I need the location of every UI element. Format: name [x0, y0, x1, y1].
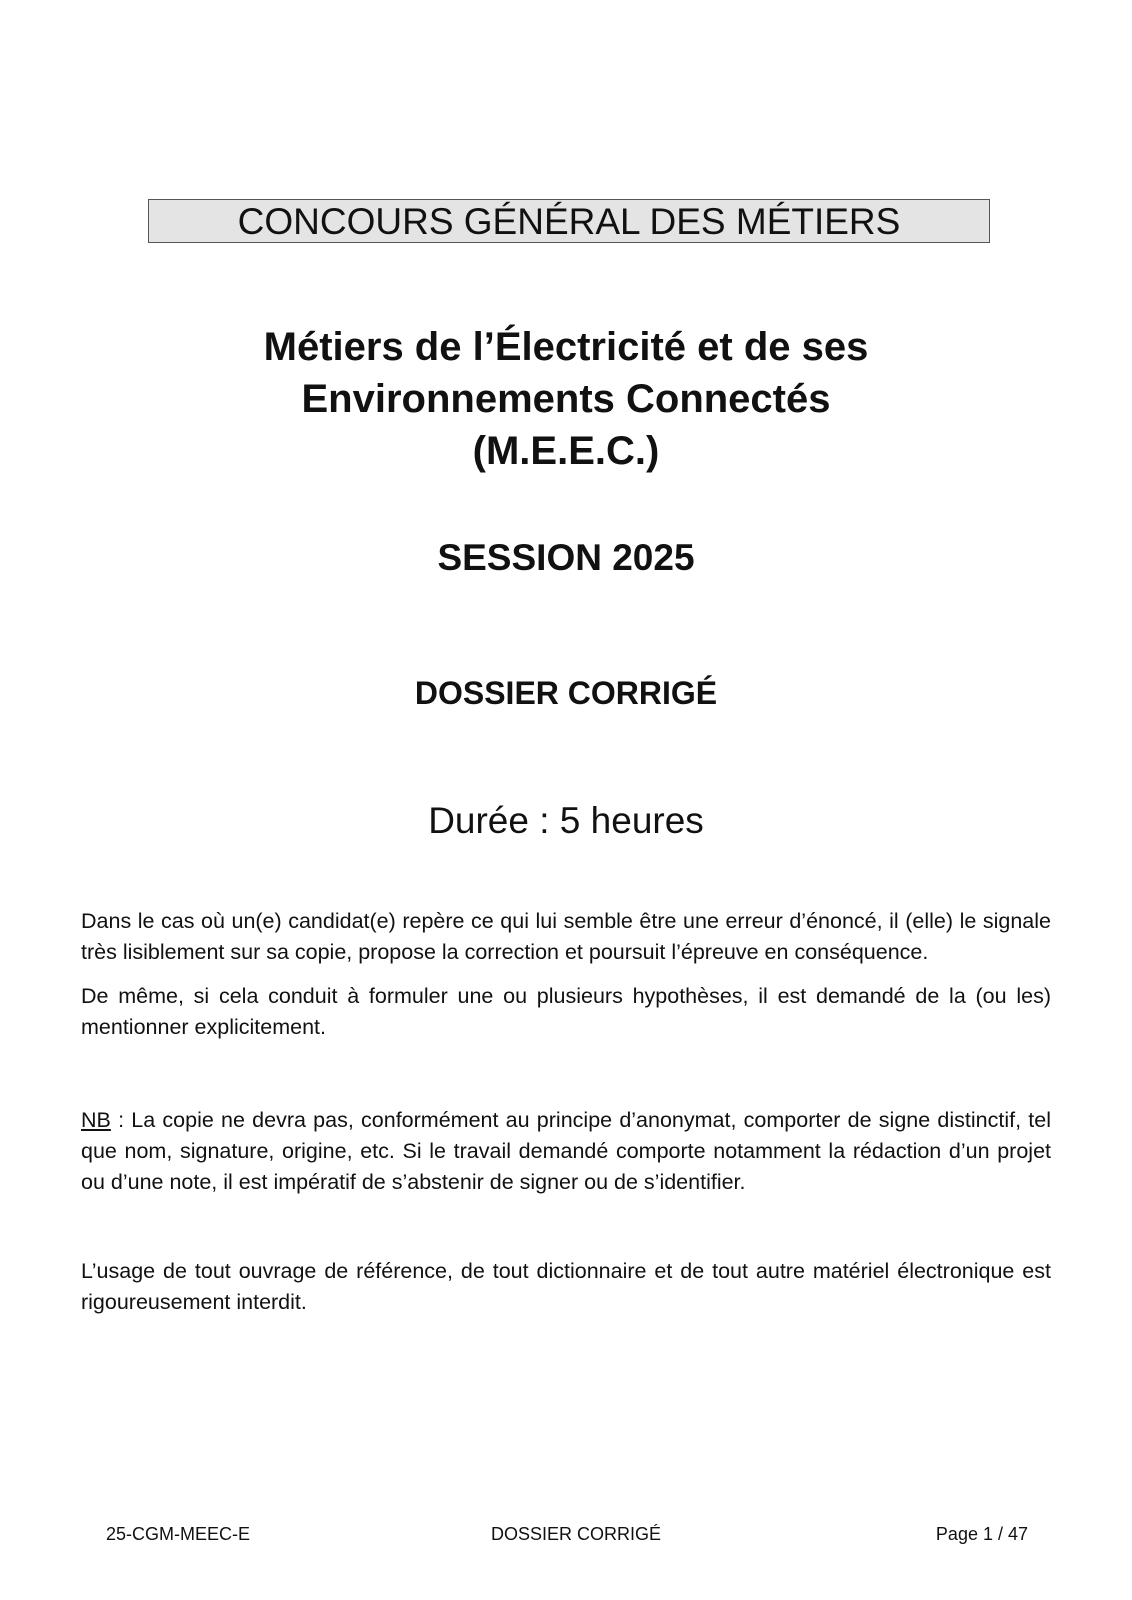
duration-heading: Durée : 5 heures	[428, 800, 704, 841]
session-heading: SESSION 2025	[437, 537, 695, 578]
error-instruction-paragraph: Dans le cas où un(e) candidat(e) repère ce qui lui semble être une erreur d’énoncé, il (elle) le signale très lisiblement sur sa copie, propose la correction et poursuit l’épreuve en conséquence.	[81, 909, 1051, 964]
hypotheses-paragraph: De même, si cela conduit à formuler une ou plusieurs hypothèses, il est demandé de la (ou les) mentionner explicitement.	[81, 984, 1051, 1039]
title-line-3: (M.E.E.C.)	[472, 429, 660, 473]
title-line-2: Environnements Connectés	[301, 377, 831, 421]
contest-banner: CONCOURS GÉNÉRAL DES MÉTIERS	[148, 199, 990, 243]
footer-title: DOSSIER CORRIGÉ	[490, 1524, 662, 1544]
nb-paragraph	[81, 1105, 1051, 1198]
title-line-1: Métiers de l’Électricité et de ses	[263, 325, 869, 369]
nb-label: NB	[81, 1108, 111, 1132]
nb-text: : La copie ne devra pas, conformément au principe d’anonymat, comporter de signe distinctif, tel que nom, signature, origine, etc. Si le travail demandé comporte notamment la rédaction d’un projet ou d’une note, il est impératif de s’abstenir de signer ou de s’identifier.	[81, 1108, 1051, 1194]
document-title	[0, 321, 1132, 477]
footer-page-number: Page 1 / 47	[935, 1524, 1028, 1544]
footer-code: 25-CGM-MEEC-E	[106, 1524, 251, 1544]
dossier-heading: DOSSIER CORRIGÉ	[414, 675, 718, 711]
usage-paragraph: L’usage de tout ouvrage de référence, de tout dictionnaire et de tout autre matériel électronique est rigoureusement interdit.	[81, 1259, 1051, 1314]
